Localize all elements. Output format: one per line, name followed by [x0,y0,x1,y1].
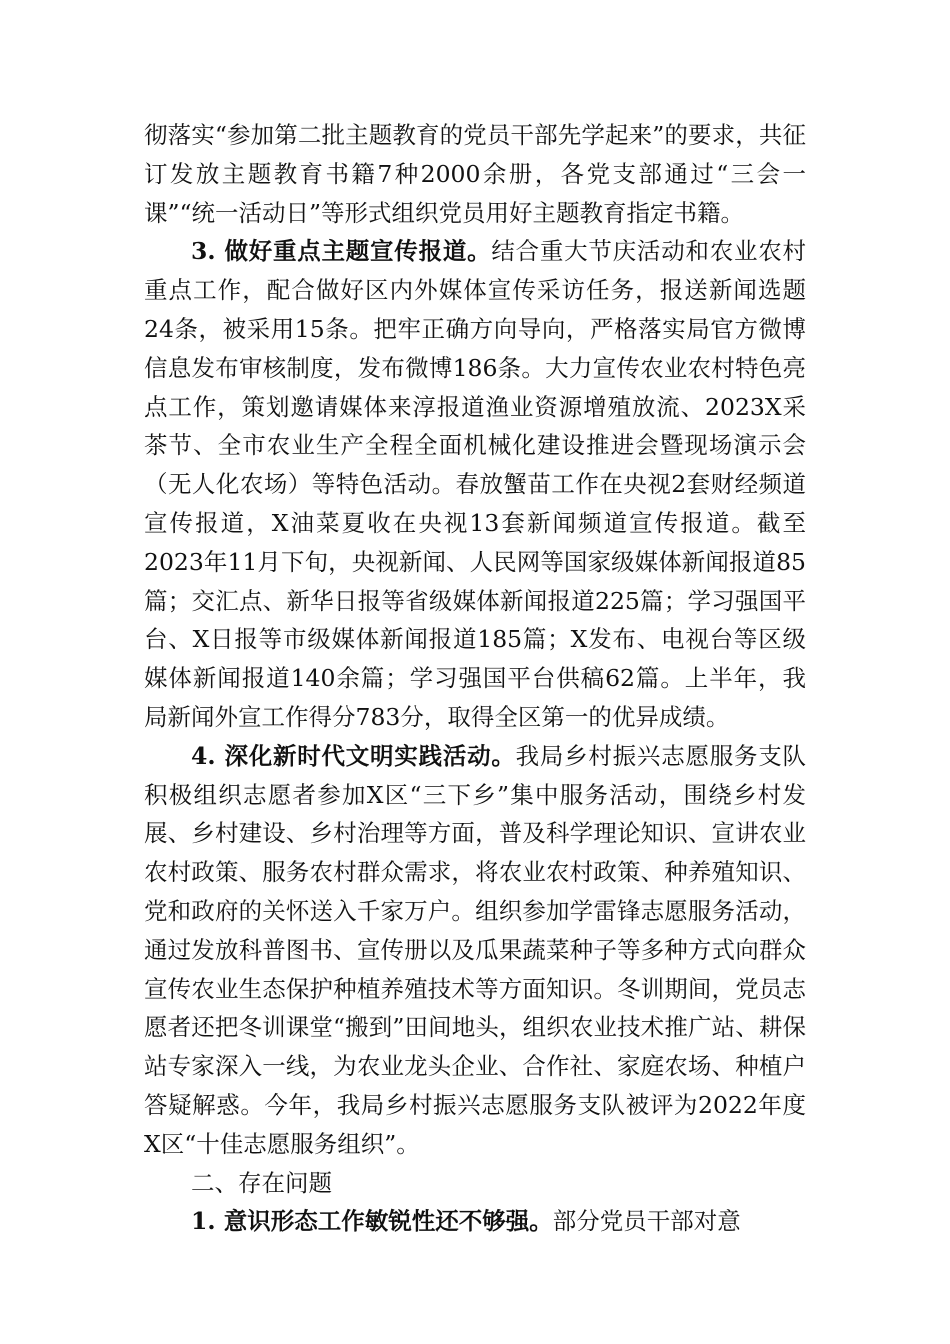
paragraph-body: 彻落实“参加第二批主题教育的党员干部先学起来”的要求，共征订发放主题教育书籍7种2000余册，各党支部通过“三会一课”“统一活动日”等形式组织党员用好主题教育指定书籍。 [144,121,806,227]
paragraph-ideology-awareness [144,1202,806,1241]
document-page [144,116,806,1241]
paragraph-publicity-reporting [144,232,806,736]
paragraph-heading: 4. 深化新时代文明实践活动。 [191,741,516,770]
paragraph-heading: 1. 意识形态工作敏锐性还不够强。 [191,1207,553,1236]
paragraph-continuation [144,116,806,232]
paragraph-civilization-practice [144,737,806,1164]
paragraph-body: 我局乡村振兴志愿服务支队积极组织志愿者参加X区“三下乡”集中服务活动，围绕乡村发展、乡村建设、乡村治理等方面，普及科学理论知识、宣讲农业农村政策、服务农村群众需求，将农业农村政策、种养殖知识、党和政府的关怀送入千家万户。组织参加学雷锋志愿服务活动，通过发放科普图书、宣传册以及瓜果蔬菜种子等多种方式向群众宣传农业生态保护种植养殖技术等方面知识。冬训期间，党员志愿者还把冬训课堂“搬到”田间地头，组织农业技术推广站、耕保站专家深入一线，为农业龙头企业、合作社、家庭农场、种植户答疑解惑。今年，我局乡村振兴志愿服务支队被评为2022年度X区“十佳志愿服务组织”。 [144,741,807,1158]
paragraph-heading: 3. 做好重点主题宣传报道。 [191,237,492,266]
paragraph-body: 结合重大节庆活动和农业农村重点工作，配合做好区内外媒体宣传采访任务，报送新闻选题24条，被采用15条。把牢正确方向导向，严格落实局官方微博信息发布审核制度，发布微博186条。大力宣传农业农村特色亮点工作，策划邀请媒体来淳报道渔业资源增殖放流、2023X采茶节、全市农业生产全程全面机械化建设推进会暨现场演示会（无人化农场）等特色活动。春放蟹苗工作在央视2套财经频道宣传报道，X油菜夏收在央视13套新闻频道宣传报道。截至2023年11月下旬，央视新闻、人民网等国家级媒体新闻报道85篇；交汇点、新华日报等省级媒体新闻报道225篇；学习强国平台、X日报等市级媒体新闻报道185篇；X发布、电视台等区级媒体新闻报道140余篇；学习强国平台供稿62篇。上半年，我局新闻外宣工作得分783分，取得全区第一的优异成绩。 [144,237,806,731]
section-title: 二、存在问题 [191,1168,332,1197]
paragraph-body: 部分党员干部对意 [552,1207,741,1236]
section-title-problems [144,1164,806,1203]
